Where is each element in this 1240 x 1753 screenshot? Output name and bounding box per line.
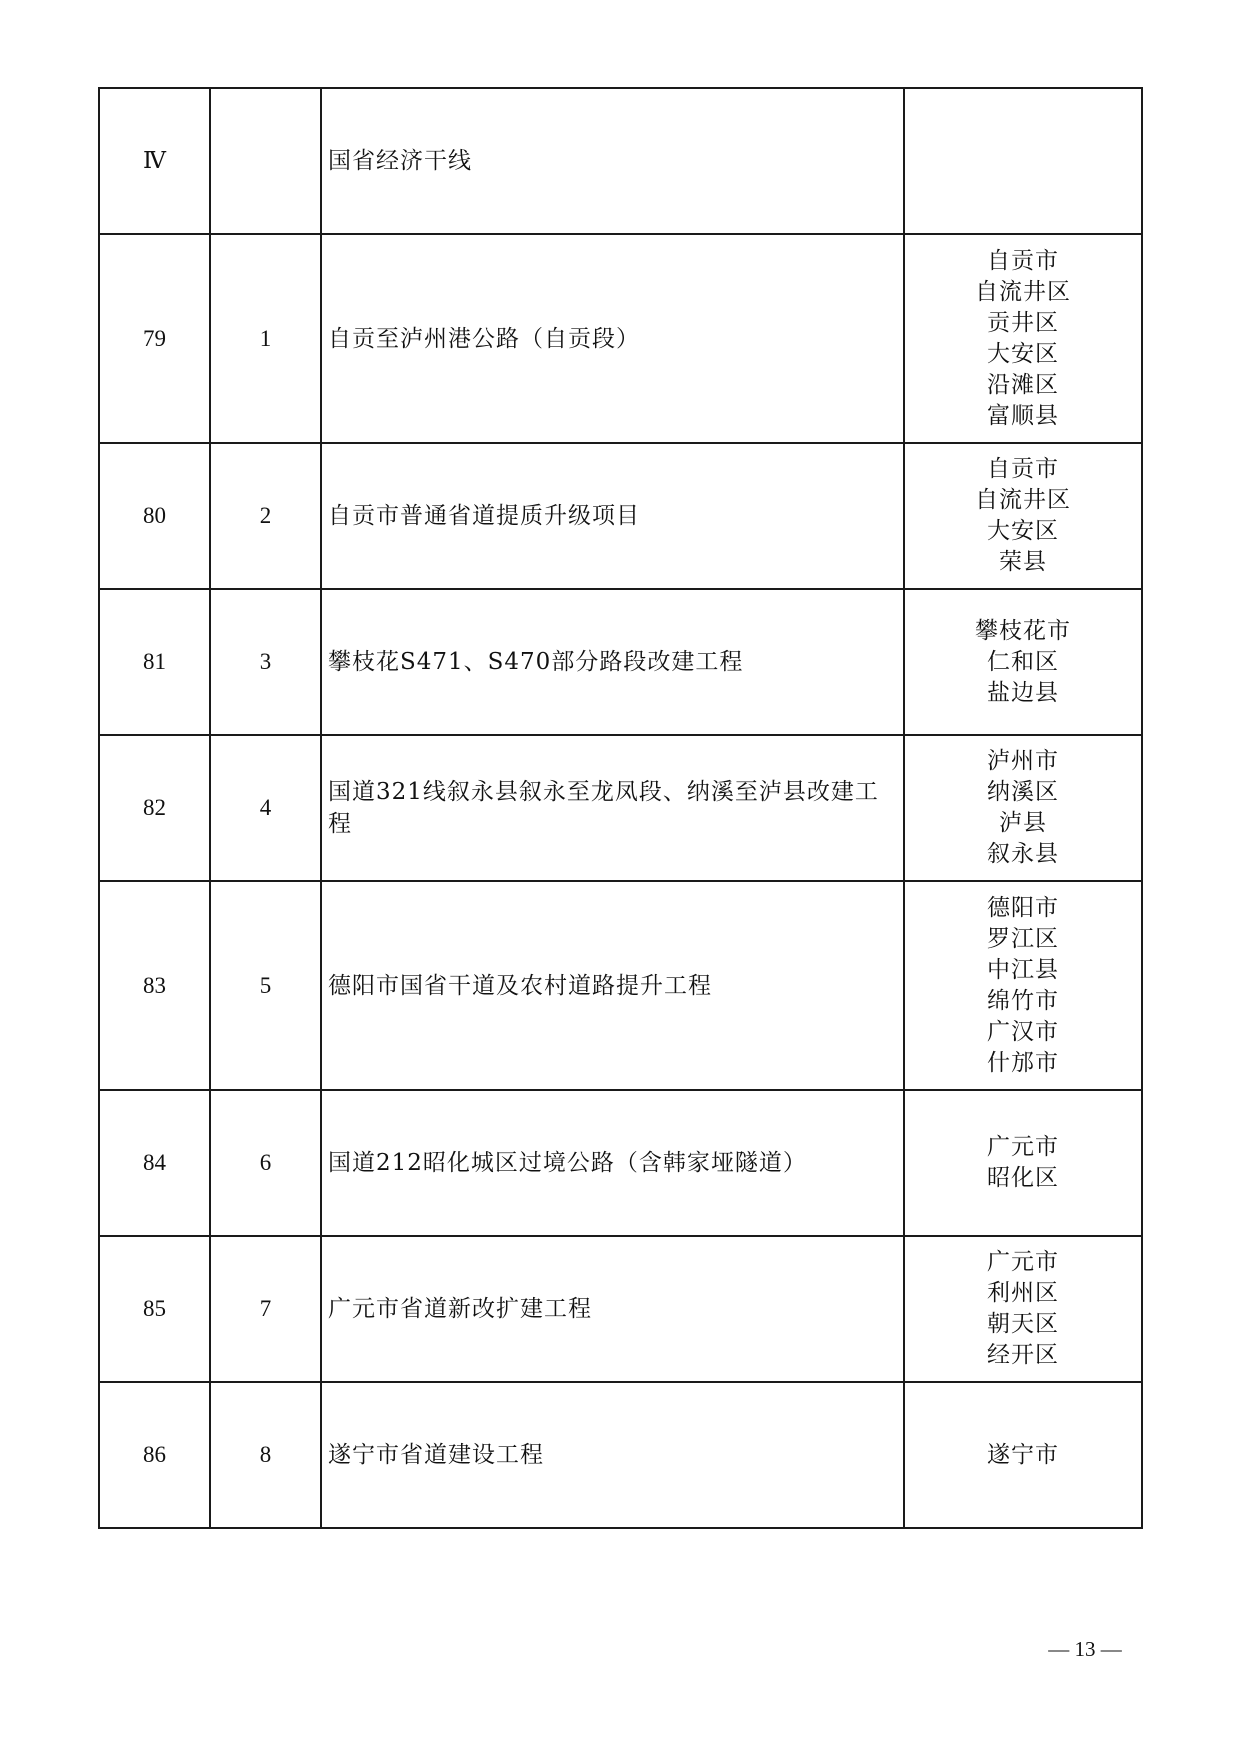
row-number: 83 <box>99 881 210 1090</box>
project-name: 国道321线叙永县叙永至龙凤段、纳溪至泸县改建工程 <box>321 735 904 881</box>
row-number: 81 <box>99 589 210 735</box>
row-number: 79 <box>99 234 210 443</box>
row-number: 86 <box>99 1382 210 1528</box>
project-areas <box>904 735 1142 881</box>
area-item: 利州区 <box>987 1280 1059 1306</box>
row-sub-number: 8 <box>210 1382 321 1528</box>
project-areas <box>904 234 1142 443</box>
project-table-body <box>99 88 1142 1528</box>
row-sub-number: 2 <box>210 443 321 589</box>
area-item: 广元市 <box>987 1134 1059 1160</box>
row-number: 85 <box>99 1236 210 1382</box>
project-name: 遂宁市省道建设工程 <box>321 1382 904 1528</box>
section-area-empty <box>904 88 1142 234</box>
area-item: 泸县 <box>999 810 1047 836</box>
table-row <box>99 735 1142 881</box>
area-item: 叙永县 <box>987 841 1059 867</box>
row-number: 80 <box>99 443 210 589</box>
row-sub-number: 3 <box>210 589 321 735</box>
area-item: 盐边县 <box>987 679 1059 706</box>
area-item: 什邡市 <box>987 1049 1059 1076</box>
area-item: 自流井区 <box>975 487 1071 513</box>
row-sub-number: 6 <box>210 1090 321 1236</box>
row-sub-number: 1 <box>210 234 321 443</box>
row-sub-number: 7 <box>210 1236 321 1382</box>
table-row <box>99 1382 1142 1528</box>
area-item: 广汉市 <box>987 1018 1059 1045</box>
section-code: Ⅳ <box>99 88 210 234</box>
project-name: 攀枝花S471、S470部分路段改建工程 <box>321 589 904 735</box>
area-item: 大安区 <box>987 518 1059 544</box>
table-row <box>99 589 1142 735</box>
section-sub-empty <box>210 88 321 234</box>
row-number: 84 <box>99 1090 210 1236</box>
table-row <box>99 1090 1142 1236</box>
project-areas <box>904 589 1142 735</box>
project-name: 德阳市国省干道及农村道路提升工程 <box>321 881 904 1090</box>
section-title: 国省经济干线 <box>321 88 904 234</box>
area-item: 攀枝花市 <box>975 617 1071 644</box>
area-item: 纳溪区 <box>987 779 1059 805</box>
project-table <box>98 87 1143 1529</box>
area-item: 荣县 <box>999 549 1047 575</box>
project-name: 国道212昭化城区过境公路（含韩家垭隧道） <box>321 1090 904 1236</box>
area-item: 德阳市 <box>987 894 1059 921</box>
area-item: 贡井区 <box>987 309 1059 336</box>
area-item: 遂宁市 <box>987 1441 1059 1468</box>
area-item: 富顺县 <box>987 402 1059 429</box>
project-areas <box>904 881 1142 1090</box>
project-areas <box>904 443 1142 589</box>
row-sub-number: 4 <box>210 735 321 881</box>
area-item: 泸州市 <box>987 748 1059 774</box>
area-item: 罗江区 <box>987 925 1059 952</box>
area-item: 大安区 <box>987 340 1059 367</box>
area-item: 自流井区 <box>975 278 1071 305</box>
area-item: 朝天区 <box>987 1311 1059 1337</box>
area-item: 自贡市 <box>987 247 1059 274</box>
area-item: 中江县 <box>987 956 1059 983</box>
section-row <box>99 88 1142 234</box>
table-row <box>99 881 1142 1090</box>
row-number: 82 <box>99 735 210 881</box>
project-areas <box>904 1236 1142 1382</box>
page-number: — 13 — <box>1048 1637 1122 1661</box>
project-areas <box>904 1090 1142 1236</box>
project-name: 广元市省道新改扩建工程 <box>321 1236 904 1382</box>
table-row <box>99 234 1142 443</box>
area-item: 沿滩区 <box>987 371 1059 398</box>
area-item: 经开区 <box>987 1342 1059 1368</box>
area-item: 仁和区 <box>987 648 1059 675</box>
project-name: 自贡市普通省道提质升级项目 <box>321 443 904 589</box>
area-item: 自贡市 <box>987 456 1059 482</box>
table-row <box>99 443 1142 589</box>
table-row <box>99 1236 1142 1382</box>
row-sub-number: 5 <box>210 881 321 1090</box>
area-item: 绵竹市 <box>987 987 1059 1014</box>
project-name: 自贡至泸州港公路（自贡段） <box>321 234 904 443</box>
area-item: 广元市 <box>987 1249 1059 1275</box>
project-areas <box>904 1382 1142 1528</box>
area-item: 昭化区 <box>987 1165 1059 1191</box>
